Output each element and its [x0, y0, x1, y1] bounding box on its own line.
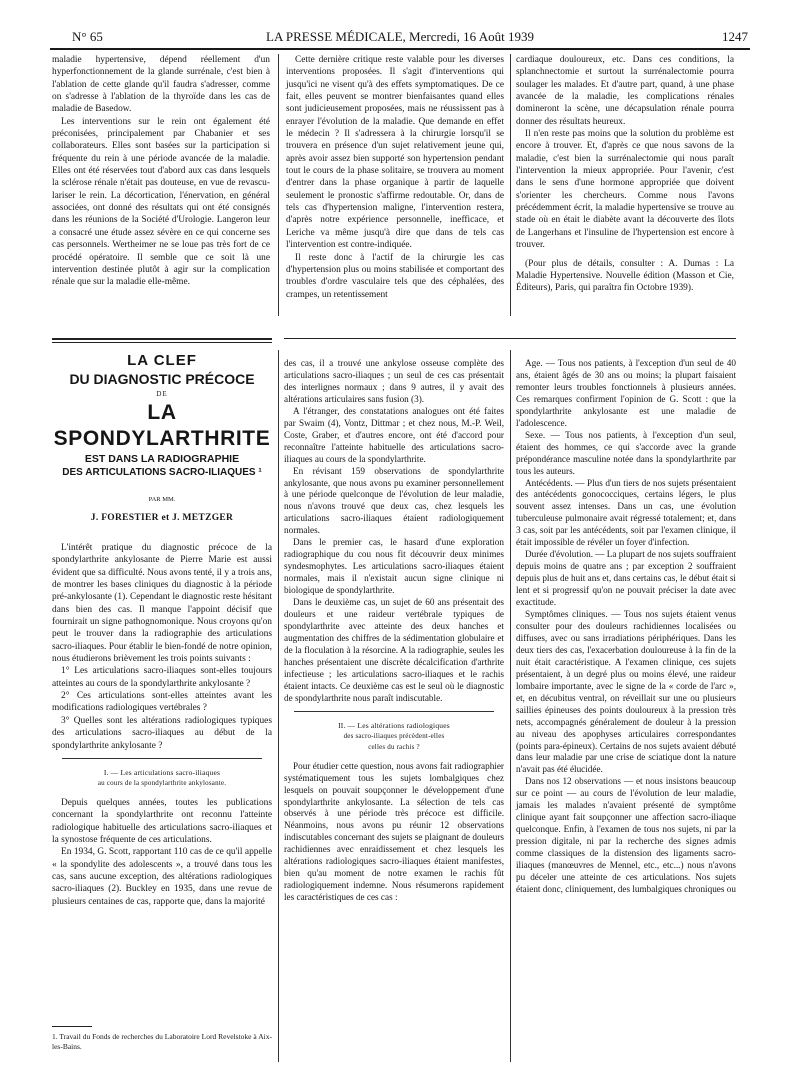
article-column-2: [284, 358, 504, 904]
section-2-subtitle-1: des sacro-iliaques précèdent-elles: [343, 731, 445, 740]
paragraph: Durée d'évolution. — La plupart de nos sujets souffraient depuis moins de quatre ans ; par exception 2 souffraient depuis plus de huit ans et, dans certains cas, le début était si lent et si progressif qu'on ne pouvait préciser la date avec exactitude.: [516, 549, 736, 608]
title-main: LA SPONDYLARTHRITE: [53, 401, 271, 450]
section-rule: [284, 338, 736, 339]
paragraph: Antécédents. — Plus d'un tiers de nos sujets présentaient des antécédents gonococciques, certains légers, le plus souvent assez intenses. Dans un cas, une évolution tuberculeuse pulmonaire avait régressé totalement; et, dans 3 cas, soit par les antécédents, soit par l'examen clinique, il était impossible de révéler un foyer d'infection.: [516, 477, 736, 548]
paragraph: maladie hypertensive, dépend réellement d'un hyperfonctionnement de la glande surrénale, c'est bien à l'ablation de cette glande qu'il faudra s'adresser, comme on s'adresse à l'ablation de la thyroïde dans les cas de maladie de Basedow.: [52, 55, 270, 115]
paragraph: L'intérêt pratique du diagnostic précoce de la spondylarthrite ankylosante de Pierre Marie est aussi évident que sa difficulté. Nous avons tenté, il y a trois ans, de montrer les bases cliniques du diagnostic à la période pré-ankylosante (1). Cependant le diagnostic reste hésitant dans bien des cas. Il manque l'appoint décisif que fournirait un signe pathognomonique. Nous croyons qu'on peut le trouver dans la radiographie des articulations sacro-iliaques. Pour établir le bien-fondé de notre opinion, nous étudierons brièvement les trois points suivants :: [52, 543, 272, 665]
title-line-2: DU DIAGNOSTIC PRÉCOCE: [69, 371, 255, 387]
footnote-rule: [52, 1026, 92, 1027]
top-column-3: [516, 54, 734, 295]
authors: J. FORESTIER et J. METZGER: [90, 513, 234, 523]
section-rule: [52, 338, 272, 340]
column-divider: [510, 54, 511, 316]
section-rule: [52, 342, 272, 343]
paragraph: En révisant 159 observations de spondylarthrite ankylosante, que nous avons pu examiner personnellement à une période quelconque de l'évolution de leur maladie, nous n'avons trouvé que deux cas, chez lesquels les articulations sacro-iliaques étaient radiologiquement normales.: [284, 465, 504, 536]
paragraph: Il reste donc à l'actif de la chirurgie les cas d'hypertension plus ou moins stabilisée et comportant des troubles d'ordre vasculaire tels que des céphalées, des crampes, un retentissement: [286, 252, 504, 300]
paragraph: A l'étranger, des constatations analogues ont été faites par Swaim (4), Vontz, Dittmar ; et chez nous, M.-P. Weil, Coste, Graber, et d'autres encore, ont été d'accord pour reconnaître l'atteinte habituelle des articulations sacro-iliaques au cours de la spondylarthrite.: [284, 405, 504, 464]
paragraph: En 1934, G. Scott, rapportant 110 cas de ce qu'il appelle « la spondylite des adolescents », a trouvé dans tous les cas, sans aucune exception, des altérations radiologiques sacro-iliaques (2). Buckley en 1935, dans une revue de plusieurs centaines de cas, rapporte que, dans la majorité: [52, 847, 272, 907]
section-1-subtitle: au cours de la spondylarthrite ankylosante.: [97, 778, 227, 787]
section-divider: [294, 711, 494, 712]
journal-title: LA PRESSE MÉDICALE, Mercredi, 16 Août 1939: [266, 29, 534, 44]
paragraph: Les interventions sur le rein ont également été préconisées, principalement par Chabanier et ses collaborateurs. Elles sont basées sur la participation si fréquente du rein à une période avancée de la maladie. Elles ont été réservées tout d'abord aux cas dans lesquels la sclérose rénale n'était pas douteuse, en vue de revasculariser le rein. La décortication, l'énervation, en général associées, ont donné des résultats qui ont été consignés dans les réunions de la Société d'Urologie. Langeron leur a consacré une étude assez sévère en ce qui concerne ses cas personnels. Wertheimer ne se loue pas très fort de ce procédé opératoire. Il semble que ce soit là une intervention destinée plutôt à agir sur la complication rénale que sur la maladie elle-même.: [52, 116, 270, 288]
page-header: [50, 26, 750, 50]
column-divider: [510, 350, 511, 1062]
page-number: 1247: [722, 29, 748, 44]
section-1-heading: [52, 767, 272, 789]
paragraph: Symptômes cliniques. — Tous nos sujets étaient venus consulter pour des douleurs rachidiennes localisées ou diffuses, avec ou sans irradiations périphériques. Dans les deux tiers des cas, l'exacerbation douloureuse à la fin de la nuit était caractéristique. A l'examen clinique, ces sujets présentaient, à un degré plus ou moins élevé, une raideur lombaire importante, avec le signe de la « corde de l'arc », et, en décubitus ventral, on réveillait sur une ou plusieurs saillies épineuses des points douloureux à la pression très nets, accompagnés généralement de douleur à la pression au niveau des apophyses articulaires correspondantes (points para-épineux). Certains de nos sujets avaient débuté dans leur maladie par une crise de sciatique dont la nature n'avait pas été élucidée.: [516, 609, 736, 775]
section-divider: [62, 758, 262, 759]
title-de: DE: [156, 390, 168, 398]
paragraph: 2° Ces articulations sont-elles atteintes avant les modifications radiologiques vertébrales ?: [52, 691, 272, 714]
reference-note: (Pour plus de détails, consulter : A. Dumas : La Maladie Hypertensive. Nouvelle édition (Masson et Cie, Éditeurs), Paris, qui paraîtra fin Octobre 1939).: [516, 258, 734, 294]
section-1-title: I. — Les articulations sacro-iliaques: [103, 767, 221, 777]
paragraph: Pour étudier cette question, nous avons fait radiographier systématiquement tous les sujets lombalgiques chez lesquels on pouvait soupçonner le développement d'une spondylarthrite ankylosante. La sélection de tels cas observés à une période très précoce est difficile. Néanmoins, nous avons pu réunir 12 observations indiscutables concernant des sujets se plaignant de douleurs rachidiennes avec enraidissement et chez lesquels les altérations radiologiques sacro-iliaques étaient manifestes, bien qu'au moment de notre examen le rachis fût radiologiquement indemne. Nous résumerons rapidement les caractéristiques de ces cas :: [284, 760, 504, 903]
byline-prefix: PAR MM.: [148, 496, 176, 503]
title-line-1: LA CLEF: [127, 352, 197, 369]
section-2-subtitle-2: celles du rachis ?: [368, 742, 420, 751]
top-column-1: [52, 54, 270, 289]
subtitle-line-1: EST DANS LA RADIOGRAPHIE: [84, 453, 240, 465]
paragraph: Depuis quelques années, toutes les publications concernant la spondylarthrite ont reconnu l'atteinte radiologique habituelle des articulations sacro-iliaques et la synostose fréquente de ces articulations.: [52, 797, 272, 845]
paragraph: Age. — Tous nos patients, à l'exception d'un seul de 40 ans, étaient âgés de 30 ans ou moins; la plupart faisaient remonter leurs troubles fonctionnels à plusieurs années. Ces remarques confirment l'opinion de G. Scott : que la spondylarthrite ankylosante est une maladie de l'adolescence.: [516, 358, 736, 428]
paragraph: Sexe. — Tous nos patients, à l'exception d'un seul, étaient des hommes, ce qui s'accorde avec la grande prépondérance masculine notée dans la spondylarthrite par tous les auteurs.: [516, 429, 736, 476]
section-2-title: II. — Les altérations radiologiques: [338, 720, 450, 730]
article-title-block: [52, 352, 272, 524]
paragraph: 1° Les articulations sacro-iliaques sont-elles toujours atteintes au cours de la spondylarthrite ankylosante ?: [52, 666, 272, 689]
article-column-1: [52, 542, 272, 908]
paragraph: Dans nos 12 observations — et nous insistons beaucoup sur ce point — au cours de l'évolution de leur maladie, jamais les malades n'avaient présenté de symptôme clinique ayant fait soupçonner une affection sacro-iliaque quelconque. Enfin, à l'examen de tous nos sujets, ni par la pression digitale, ni par la recherche des signes admis comme classiques de la distension des ligaments sacro-iliaques (manœuvres de Mennel, etc., etc...) nous n'avons pu déceler une atteinte de ces articulations. Nos sujets étaient donc, cliniquement, des lumbalgiques chroniques ou: [516, 776, 736, 894]
paragraph: Il n'en reste pas moins que la solution du problème est encore à trouver. Et, d'après ce que nous savons de la maladie, c'est bien la surrénalectomie qui nous paraît l'intervention la mieux appropriée. Pour l'avenir, c'est dans le sens d'une hormone appropriée que doivent s'orienter les chercheurs. Comme nous l'avons précédemment écrit, la maladie hypertensive se trouve au stade où en était le diabète avant la découverte des îlots de Langerhans et l'insuline de l'hypertension est encore à trouver.: [516, 129, 734, 251]
column-divider: [278, 350, 279, 1062]
paragraph: cardiaque douloureux, etc. Dans ces conditions, la splanchnectomie et surtout la surrénalectomie pourra soulager les malades. Et d'autre part, quand, à une phase avancée de la maladie, les complications rénales domineront la scène, une décapsulation rénale pourra donner des résultats heureux.: [516, 55, 734, 127]
section-2-heading: [284, 720, 504, 753]
column-divider: [278, 54, 279, 316]
paragraph: Dans le deuxième cas, un sujet de 60 ans présentait des douleurs et une raideur vertébrale typiques de spondylarthrite avec atteinte des deux hanches et augmentation des chiffres de la sédimentation globulaire et de la floculation à la résorcine. A la radiographie, seules les hanches présentaient une discrète décalcification d'arthrite infectieuse ; les articulations sacro-iliaques et le rachis étaient intacts. Ce deuxième cas est le seul où le diagnostic de spondylarthrite nous paraît indiscutable.: [284, 597, 504, 703]
subtitle-line-2: DES ARTICULATIONS SACRO-ILIAQUES ¹: [62, 467, 262, 478]
issue-number: N° 65: [72, 29, 103, 44]
article-column-3: [516, 358, 736, 896]
paragraph: Dans le premier cas, le hasard d'une exploration radiographique du cou nous fit découvrir deux minimes syndesmophytes. Les articulations sacro-iliaques étaient normales, mais il n'existait aucun signe clinique ni biologique de spondylarthrite.: [284, 537, 504, 596]
paragraph: 3° Quelles sont les altérations radiologiques typiques des articulations sacro-iliaques au début de la spondylarthrite ankylosante ?: [52, 715, 272, 751]
paragraph: Cette dernière critique reste valable pour les diverses interventions proposées. Il s'agit d'interventions qui jusqu'ici ne visent qu'à des effets symptomatiques. De ce fait, elles peuvent se montrer bienfaisantes quand elles sont judicieusement proposées, mais ne réussissent pas à enrayer l'évolution de la maladie. Que demande en effet le médecin ? Il s'adressera à la chirurgie lorsqu'il se trouvera en présence d'un sujet relativement jeune qui, après avoir assez bien supporté son hypertension pendant tout le cours de la phase solitaire, se trouvera au moment d'entrer dans la phase organique à partir de laquelle seulement le pronostic s'affirme redoutable. Or, dans de tels cas d'hypertension maligne, l'intervention restera, d'après notre expérience personnelle, inefficace, et Leriche va même jusqu'à dire que dans de tels cas l'intervention est contre-indiquée.: [286, 55, 504, 251]
top-column-2: [286, 54, 504, 301]
footnote: 1. Travail du Fonds de recherches du Laboratoire Lord Revelstoke à Aix-les-Bains.: [52, 1032, 272, 1051]
paragraph: des cas, il a trouvé une ankylose osseuse complète des articulations sacro-iliaques ; un seul de ces cas présentait des interlignes normaux ; dans 9 autres, il y avait des altérations articulaires sans fusion (3).: [284, 358, 504, 404]
